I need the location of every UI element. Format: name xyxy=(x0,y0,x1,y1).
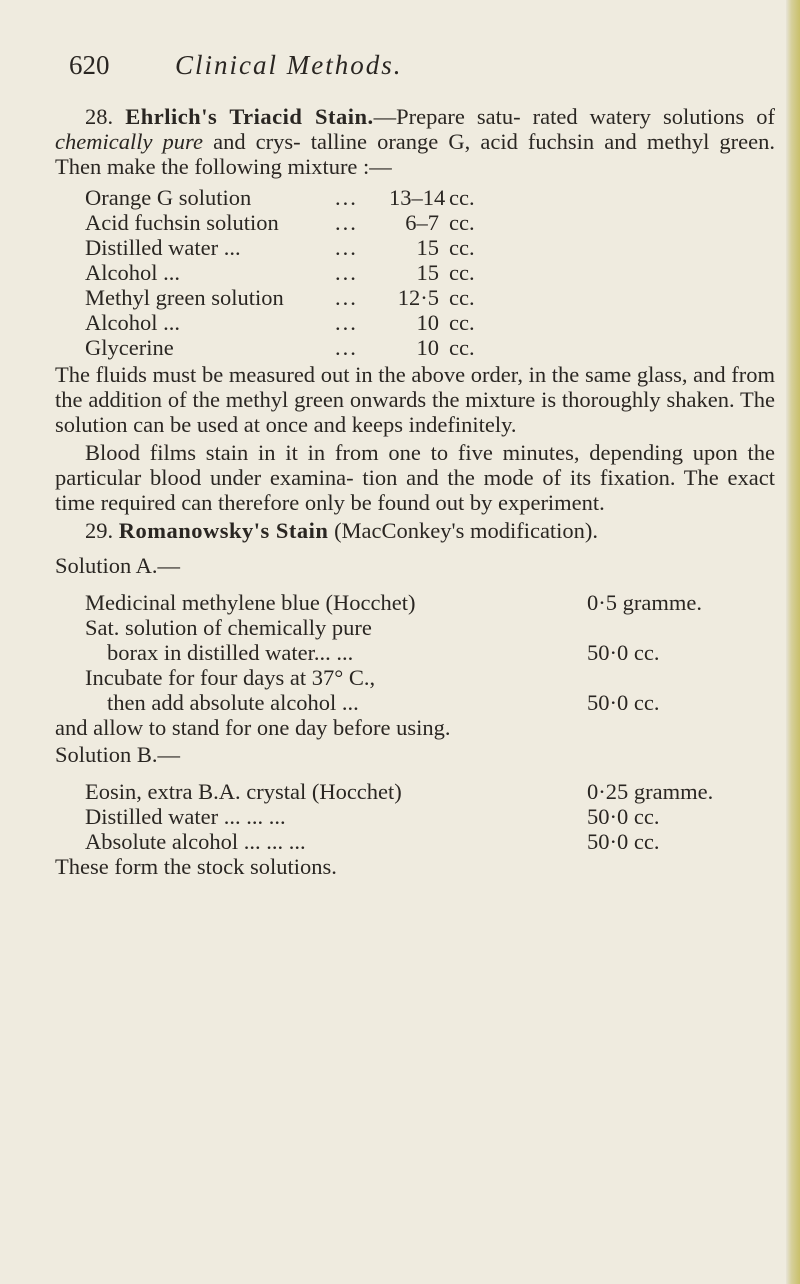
ingredient-unit: cc. xyxy=(449,210,475,235)
solution-ingredient: Eosin, extra B.A. crystal (Hocchet) xyxy=(85,779,402,804)
section-29-heading xyxy=(55,518,775,543)
ingredient-amount: 13–14 xyxy=(389,185,446,210)
leader-dots: ... xyxy=(335,335,358,360)
solution-line xyxy=(55,804,775,829)
leader-dots: ... xyxy=(335,310,358,335)
ingredient-amount: 12·5 xyxy=(397,285,439,310)
ingredient-amount: 6–7 xyxy=(405,210,439,235)
emphasis-text: chemically pure xyxy=(55,129,203,154)
solution-line xyxy=(55,690,775,715)
section-number: 28. xyxy=(85,104,114,129)
recipe-row xyxy=(55,310,775,335)
solution-line xyxy=(55,590,775,615)
ingredient-unit: cc. xyxy=(449,235,475,260)
section-text: and crys- talline orange G, acid fuchsin and methyl green. Then make the following mixture :— xyxy=(55,129,776,179)
running-title: Clinical Methods. xyxy=(175,50,403,80)
section-heading: Ehrlich's Triacid Stain. xyxy=(125,104,374,129)
recipe-row xyxy=(55,210,775,235)
solution-line xyxy=(55,665,775,690)
solution-b-title: Solution B.— xyxy=(55,742,181,767)
solution-amount: 0·25 gramme. xyxy=(587,779,714,804)
recipe-row xyxy=(55,260,775,285)
solution-amount: 50·0 cc. xyxy=(587,804,660,829)
paragraph: Blood films stain in it in from one to five minutes, depending upon the particular blood under examina- tion and the mode of its fixation. The exact time required can therefore only be found out by experiment. xyxy=(55,440,775,515)
recipe-row xyxy=(55,185,775,210)
book-page xyxy=(55,50,775,879)
solution-amount: 50·0 cc. xyxy=(587,690,660,715)
ingredient-unit: cc. xyxy=(449,335,475,360)
leader-dots: ... xyxy=(335,260,358,285)
solution-a-list xyxy=(55,590,775,715)
running-header xyxy=(55,50,775,90)
recipe-row xyxy=(55,285,775,310)
solution-amount: 50·0 cc. xyxy=(587,640,660,665)
ingredient-amount: 15 xyxy=(416,235,439,260)
solution-amount: 0·5 gramme. xyxy=(587,590,702,615)
ingredient-amount: 10 xyxy=(416,310,439,335)
solution-line xyxy=(55,640,775,665)
paragraph: The fluids must be measured out in the above order, in the same glass, and from the addition of the methyl green onwards the mixture is thoroughly shaken. The solution can be used at once and keeps indefinitely. xyxy=(55,362,775,437)
solution-line xyxy=(55,615,775,640)
solution-ingredient: Medicinal methylene blue (Hocchet) xyxy=(85,590,416,615)
section-28-intro xyxy=(55,104,775,179)
ingredient-name: Methyl green solution xyxy=(85,285,284,310)
section-text: —Prepare satu- rated watery solutions of xyxy=(373,104,776,129)
solution-ingredient: Absolute alcohol ... ... ... xyxy=(85,829,306,854)
ingredient-name: Glycerine xyxy=(85,335,174,360)
closing-line: These form the stock solutions. xyxy=(55,854,337,879)
ingredient-unit: cc. xyxy=(449,310,475,335)
solution-line xyxy=(55,829,775,854)
ingredient-name: Acid fuchsin solution xyxy=(85,210,279,235)
paragraph: and allow to stand for one day before using. xyxy=(55,715,451,740)
ingredient-name: Distilled water ... xyxy=(85,235,241,260)
solution-line xyxy=(55,779,775,804)
solution-ingredient: Distilled water ... ... ... xyxy=(85,804,286,829)
solution-ingredient: Incubate for four days at 37° C., xyxy=(85,665,376,690)
section-number: 29. xyxy=(85,518,114,543)
ingredient-unit: cc. xyxy=(449,185,475,210)
solution-a-title: Solution A.— xyxy=(55,553,181,578)
recipe-row xyxy=(55,335,775,360)
leader-dots: ... xyxy=(335,210,358,235)
page-edge-shading xyxy=(786,0,800,1284)
solution-b-list xyxy=(55,779,775,854)
solution-ingredient: Sat. solution of chemically pure xyxy=(85,615,372,640)
solution-ingredient: then add absolute alcohol ... xyxy=(107,690,359,715)
ingredient-name: Alcohol ... xyxy=(85,310,180,335)
recipe-table xyxy=(55,185,775,360)
ingredient-amount: 15 xyxy=(416,260,439,285)
solution-amount: 50·0 cc. xyxy=(587,829,660,854)
ingredient-amount: 10 xyxy=(416,335,439,360)
page-number: 620 xyxy=(69,50,110,80)
leader-dots: ... xyxy=(335,235,358,260)
ingredient-name: Orange G solution xyxy=(85,185,252,210)
section-heading: Romanowsky's Stain xyxy=(118,518,329,543)
leader-dots: ... xyxy=(335,285,358,310)
ingredient-name: Alcohol ... xyxy=(85,260,180,285)
section-text: (MacConkey's modification). xyxy=(334,518,599,543)
recipe-row xyxy=(55,235,775,260)
leader-dots: ... xyxy=(335,185,358,210)
ingredient-unit: cc. xyxy=(449,260,475,285)
solution-ingredient: borax in distilled water... ... xyxy=(107,640,354,665)
ingredient-unit: cc. xyxy=(449,285,475,310)
